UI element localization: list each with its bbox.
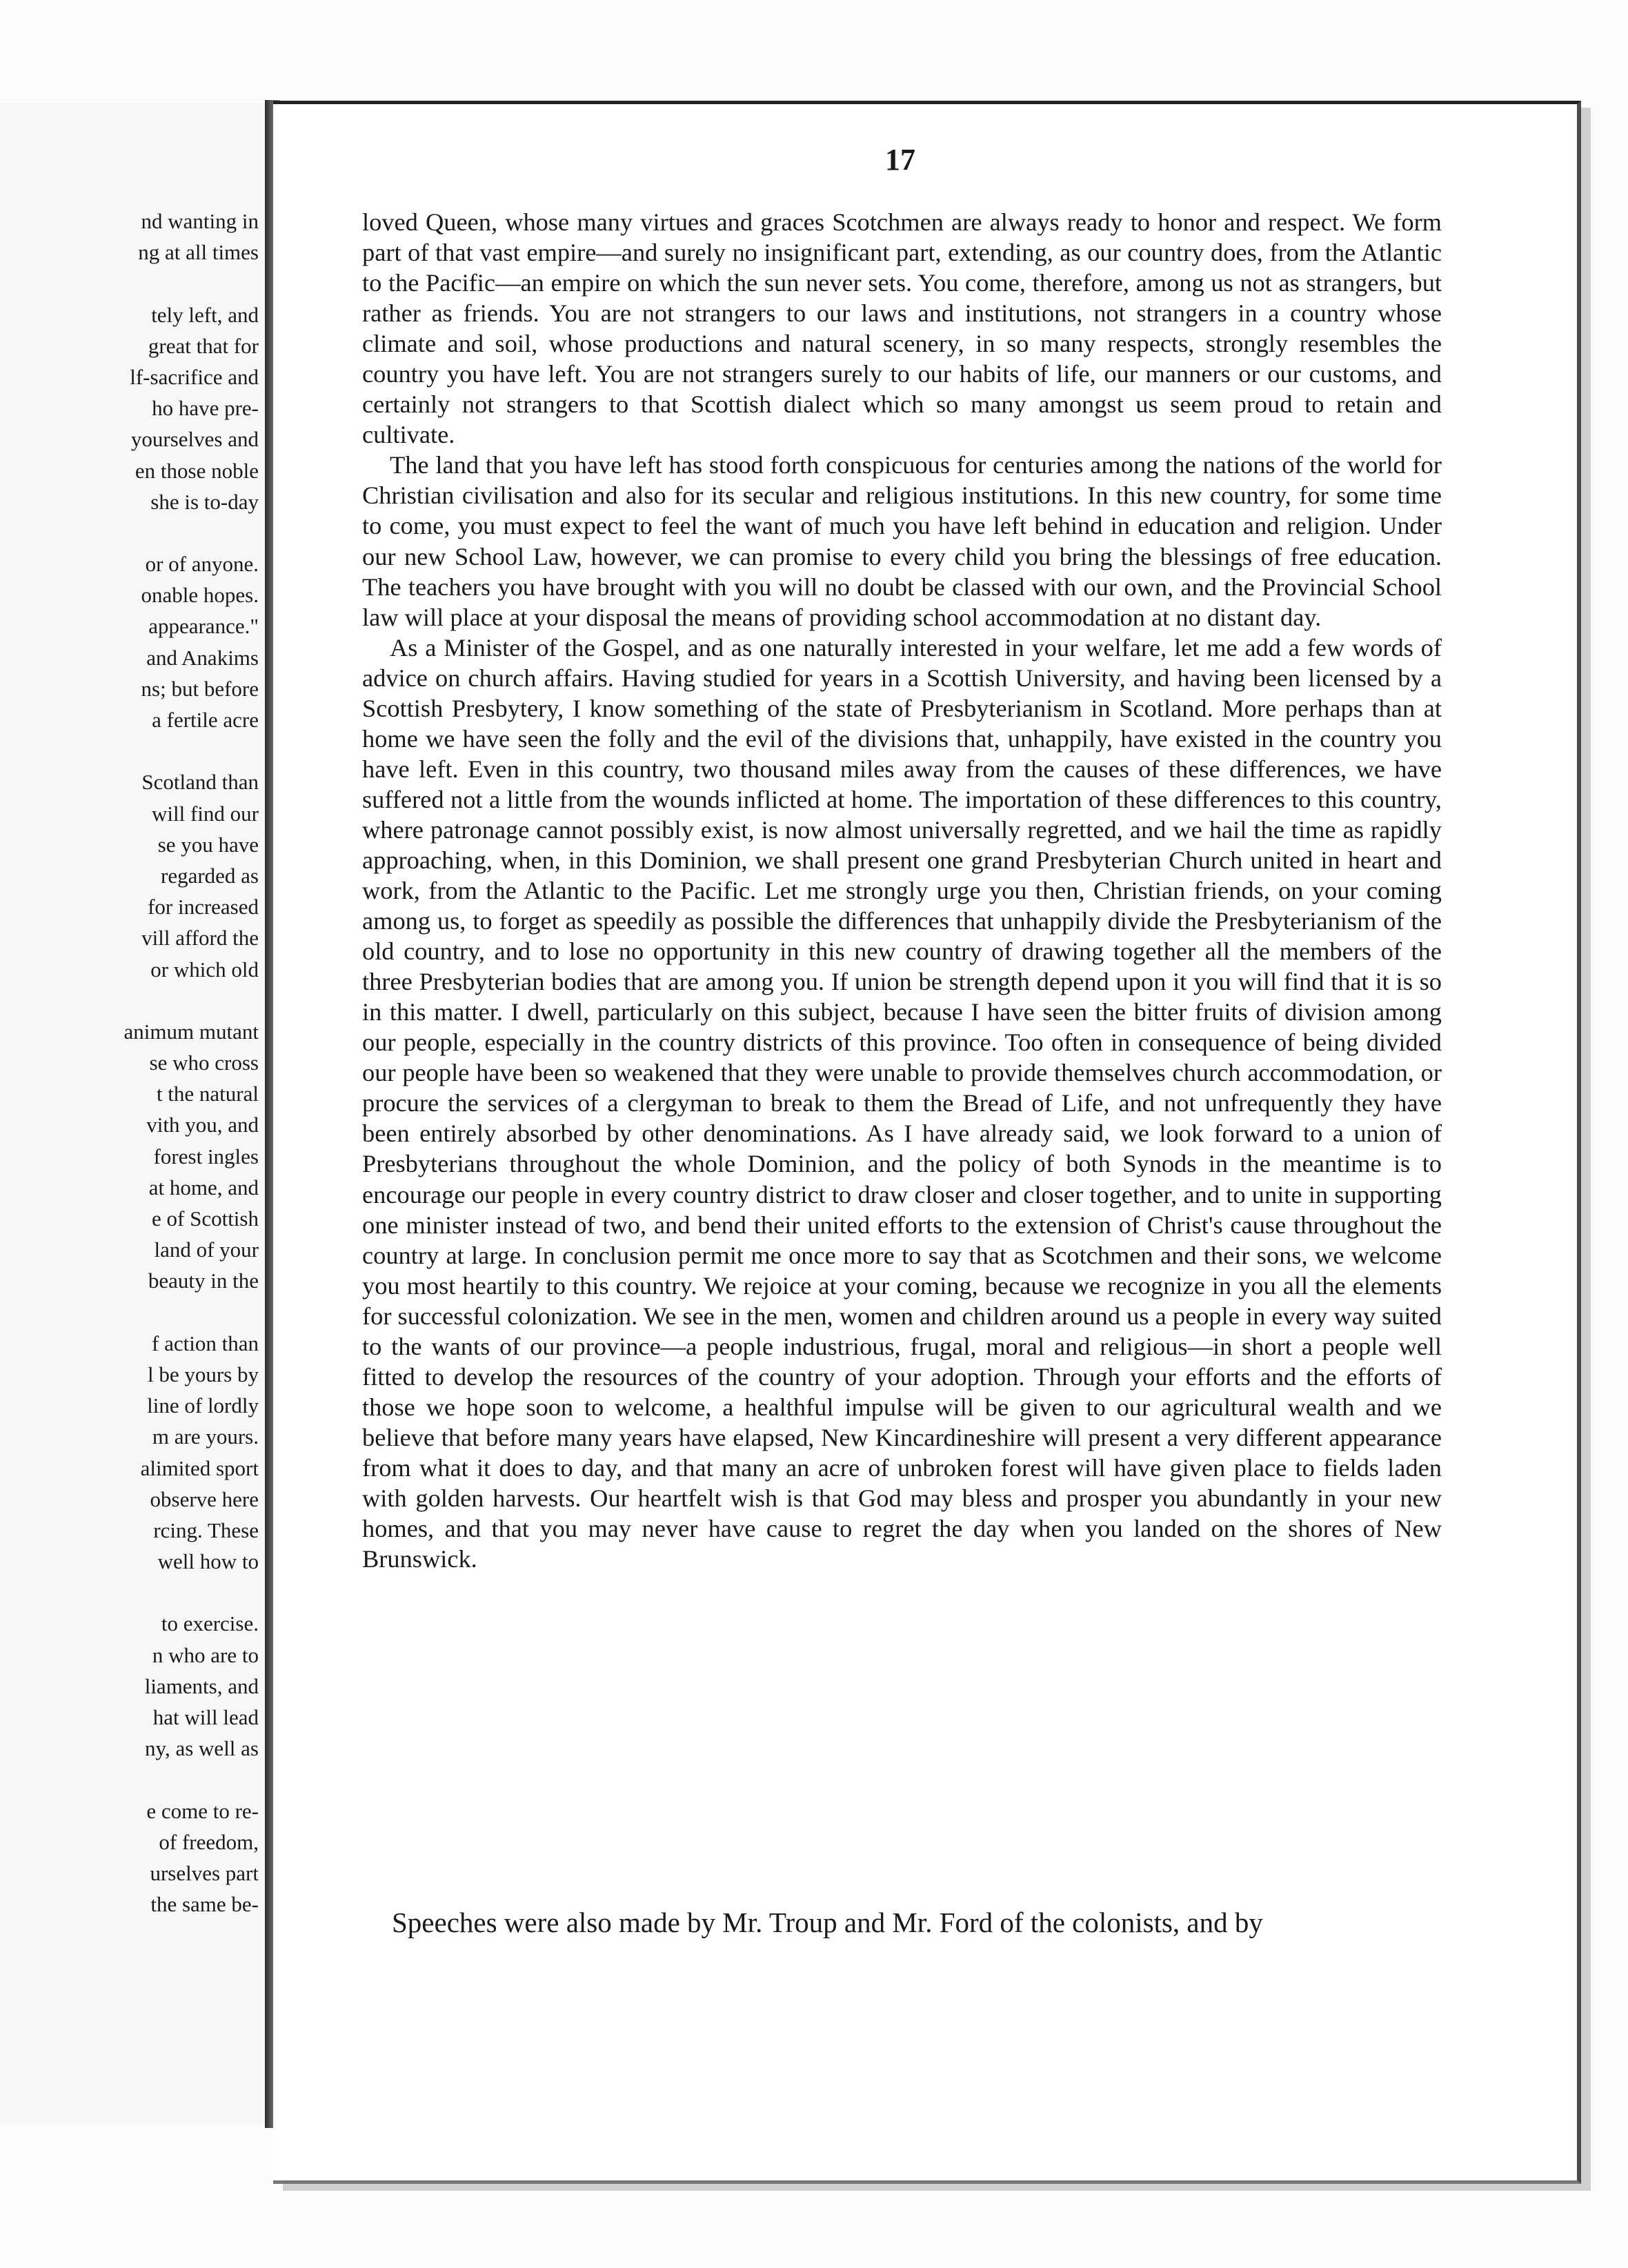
left-page-line: onable hopes. [141, 583, 259, 608]
left-page-line [3, 1297, 259, 1328]
left-page-line: a fertile acre [152, 708, 259, 732]
page-body [362, 207, 1442, 1574]
left-page-line: at home, and [148, 1175, 259, 1200]
left-page-line: ny, as well as [144, 1736, 259, 1761]
left-page-line: and Anakims [146, 645, 259, 670]
left-page-line: or of anyone. [145, 552, 259, 577]
left-page-line: l be yours by [147, 1362, 259, 1386]
left-page-line: she is to-day [150, 489, 259, 514]
left-page-line: e come to re- [146, 1798, 259, 1823]
left-page-text [3, 206, 259, 1920]
left-page-line: line of lordly [147, 1393, 259, 1418]
left-page-line: ng at all times [138, 240, 259, 265]
left-page-line [3, 1577, 259, 1608]
left-page-line [3, 985, 259, 1016]
left-page-line: of freedom, [159, 1829, 259, 1854]
left-page-line: the same be- [150, 1892, 259, 1917]
left-page-line: ho have pre- [152, 396, 259, 421]
left-page-line [3, 517, 259, 548]
left-page-line: lf-sacrifice and [130, 364, 259, 389]
left-page-line: vith you, and [146, 1113, 259, 1137]
page-number: 17 [885, 143, 915, 177]
left-page-line [3, 1764, 259, 1795]
left-page-line: yourselves and [130, 427, 259, 452]
left-page-line: animum mutant [123, 1019, 259, 1044]
left-page-line: will find our [152, 801, 259, 826]
left-page-line: or which old [150, 957, 259, 982]
left-page-line: land of your [154, 1237, 259, 1262]
left-page-line: for increased [148, 895, 259, 919]
left-page-line: m are yours. [152, 1424, 259, 1449]
left-page-line [3, 268, 259, 299]
left-page-line: urselves part [150, 1860, 259, 1885]
left-page-line: liaments, and [144, 1673, 259, 1698]
paragraph-2: The land that you have left has stood forth conspicuous for centuries among the nations of the world for Christian civilisation and also for its secular and religious institutions. In this new country, for some time to come, you must expect to feel the want of much you have left behind in education and religion. Under our new School Law, however, we can promise to every child you bring the blessings of free education. The teachers you have brought with you will no doubt be classed with our own, and the Provincial School law will place at your disposal the means of providing school accommodation at no distant day. [362, 451, 1442, 631]
left-page-line: se you have [157, 832, 259, 857]
left-page-line: beauty in the [148, 1269, 259, 1293]
left-page-line: Scotland than [141, 770, 259, 795]
left-page-line: t the natural [156, 1082, 259, 1106]
paragraph-3: As a Minister of the Gospel, and as one naturally interested in your welfare, let me add a few words of advice on church affairs. Having studied for years in a Scottish University, and having been licensed by a Scottish Presbytery, I know something of the state of Presbyterianism in Scotland. More perhaps than at home we have seen the folly and the evil of the divisions that, unhappily, have existed in the country you have left. Even in this country, two thousand miles away from the causes of these differences, we have suffered not a little from the wounds inflicted at home. The importation of these differences to this country, where patronage cannot possibly exist, is now almost universally regretted, and we hail the time as rapidly approaching, when, in this Dominion, we shall present one grand Presbyterian Church united in heart and work, from the Atlantic to the Pacific. Let me strongly urge you then, Christian friends, on your coming among us, to forget as speedily as possible the differences that unhappily divide the Presbyterianism of the old country, and to lose no opportunity in this new country of drawing together all the members of the three Presbyterian bodies that are among you. If union be strength depend upon it you will find that it is so in this matter. I dwell, particularly on this subject, because I have seen the bitter fruits of division among our people, especially in the country districts of this province. Too often in consequence of being divided our people have been so weakened that they were unable to provide themselves church accommodation, or procure the services of a clergyman to break to them the Bread of Life, and not unfrequently they have been entirely absorbed by other denominations. As I have already said, we look forward to a union of Presbyterians throughout the whole Dominion, and the policy of both Synods in the meantime is to encourage our people in every country district to draw closer and closer together, and to unite in supporting one minister instead of two, and bend their united efforts to the extension of Christ's cause throughout the country at large. In conclusion permit me once more to say that as Scotchmen and their sons, we welcome you most heartily to this country. We rejoice at your coming, because we recognize in you all the elements for successful colonization. We see in the men, women and children around us a people in every way suited to the wants of our province—a people industrious, frugal, moral and religious—in short a people well fitted to develop the resources of the country of your adoption. Through your efforts and the efforts of those we hope soon to welcome, a healthful impulse will be given to our agricultural wealth and we believe that before many years have elapsed, New Kincardineshire will present a very different appearance from what it does to day, and that many an acre of unbroken forest will have given place to fields laden with golden harvests. Our heartfelt wish is that God may bless and prosper you abundantly in your new homes, and that you may never have cause to regret the day when you landed on the shores of New Brunswick. [362, 633, 1442, 1573]
left-page-line: appearance." [148, 614, 259, 639]
left-page-line: ns; but before [141, 676, 259, 701]
left-page-line: tely left, and [151, 302, 259, 327]
paragraph-1: loved Queen, whose many virtues and graces Scotchmen are always ready to honor and respect. We form part of that vast empire—and surely no insignificant part, extending, as our country does, from the Atlantic to the Pacific—an empire on which the sun never sets. You come, therefore, among us not as strangers, but rather as friends. You are not strangers to our laws and institutions, not strangers in a country whose climate and soil, whose productions and natural scenery, in so many respects, strongly resembles the country you have left. You are not strangers surely to our habits of life, our manners or our customs, and certainly not strangers to that Scottish dialect which so many amongst us seem proud to retain and cultivate. [362, 208, 1442, 449]
closing-line: Speeches were also made by Mr. Troup and Mr. Ford of the colonists, and by [392, 1907, 1263, 1938]
left-page-line: to exercise. [161, 1611, 259, 1636]
left-page-line: en those noble [135, 458, 259, 483]
left-page-line: se who cross [149, 1051, 259, 1075]
left-page-line: hat will lead [152, 1705, 259, 1729]
left-page-line: n who are to [152, 1642, 259, 1667]
left-page-line: observe here [150, 1486, 259, 1511]
left-page-line: nd wanting in [141, 209, 259, 233]
left-page-line: vill afford the [141, 926, 259, 951]
left-page-line: e of Scottish [152, 1206, 259, 1231]
left-page-line [3, 735, 259, 766]
left-page-line: regarded as [161, 863, 259, 888]
left-page-line: rcing. These [153, 1518, 259, 1542]
left-page-line: great that for [148, 333, 259, 358]
left-page-line: alimited sport [140, 1455, 259, 1480]
left-page-fragment [0, 103, 266, 2125]
left-page-line: well how to [157, 1549, 259, 1574]
left-page-line: forest ingles [153, 1144, 259, 1168]
left-page-line: f action than [152, 1331, 259, 1355]
